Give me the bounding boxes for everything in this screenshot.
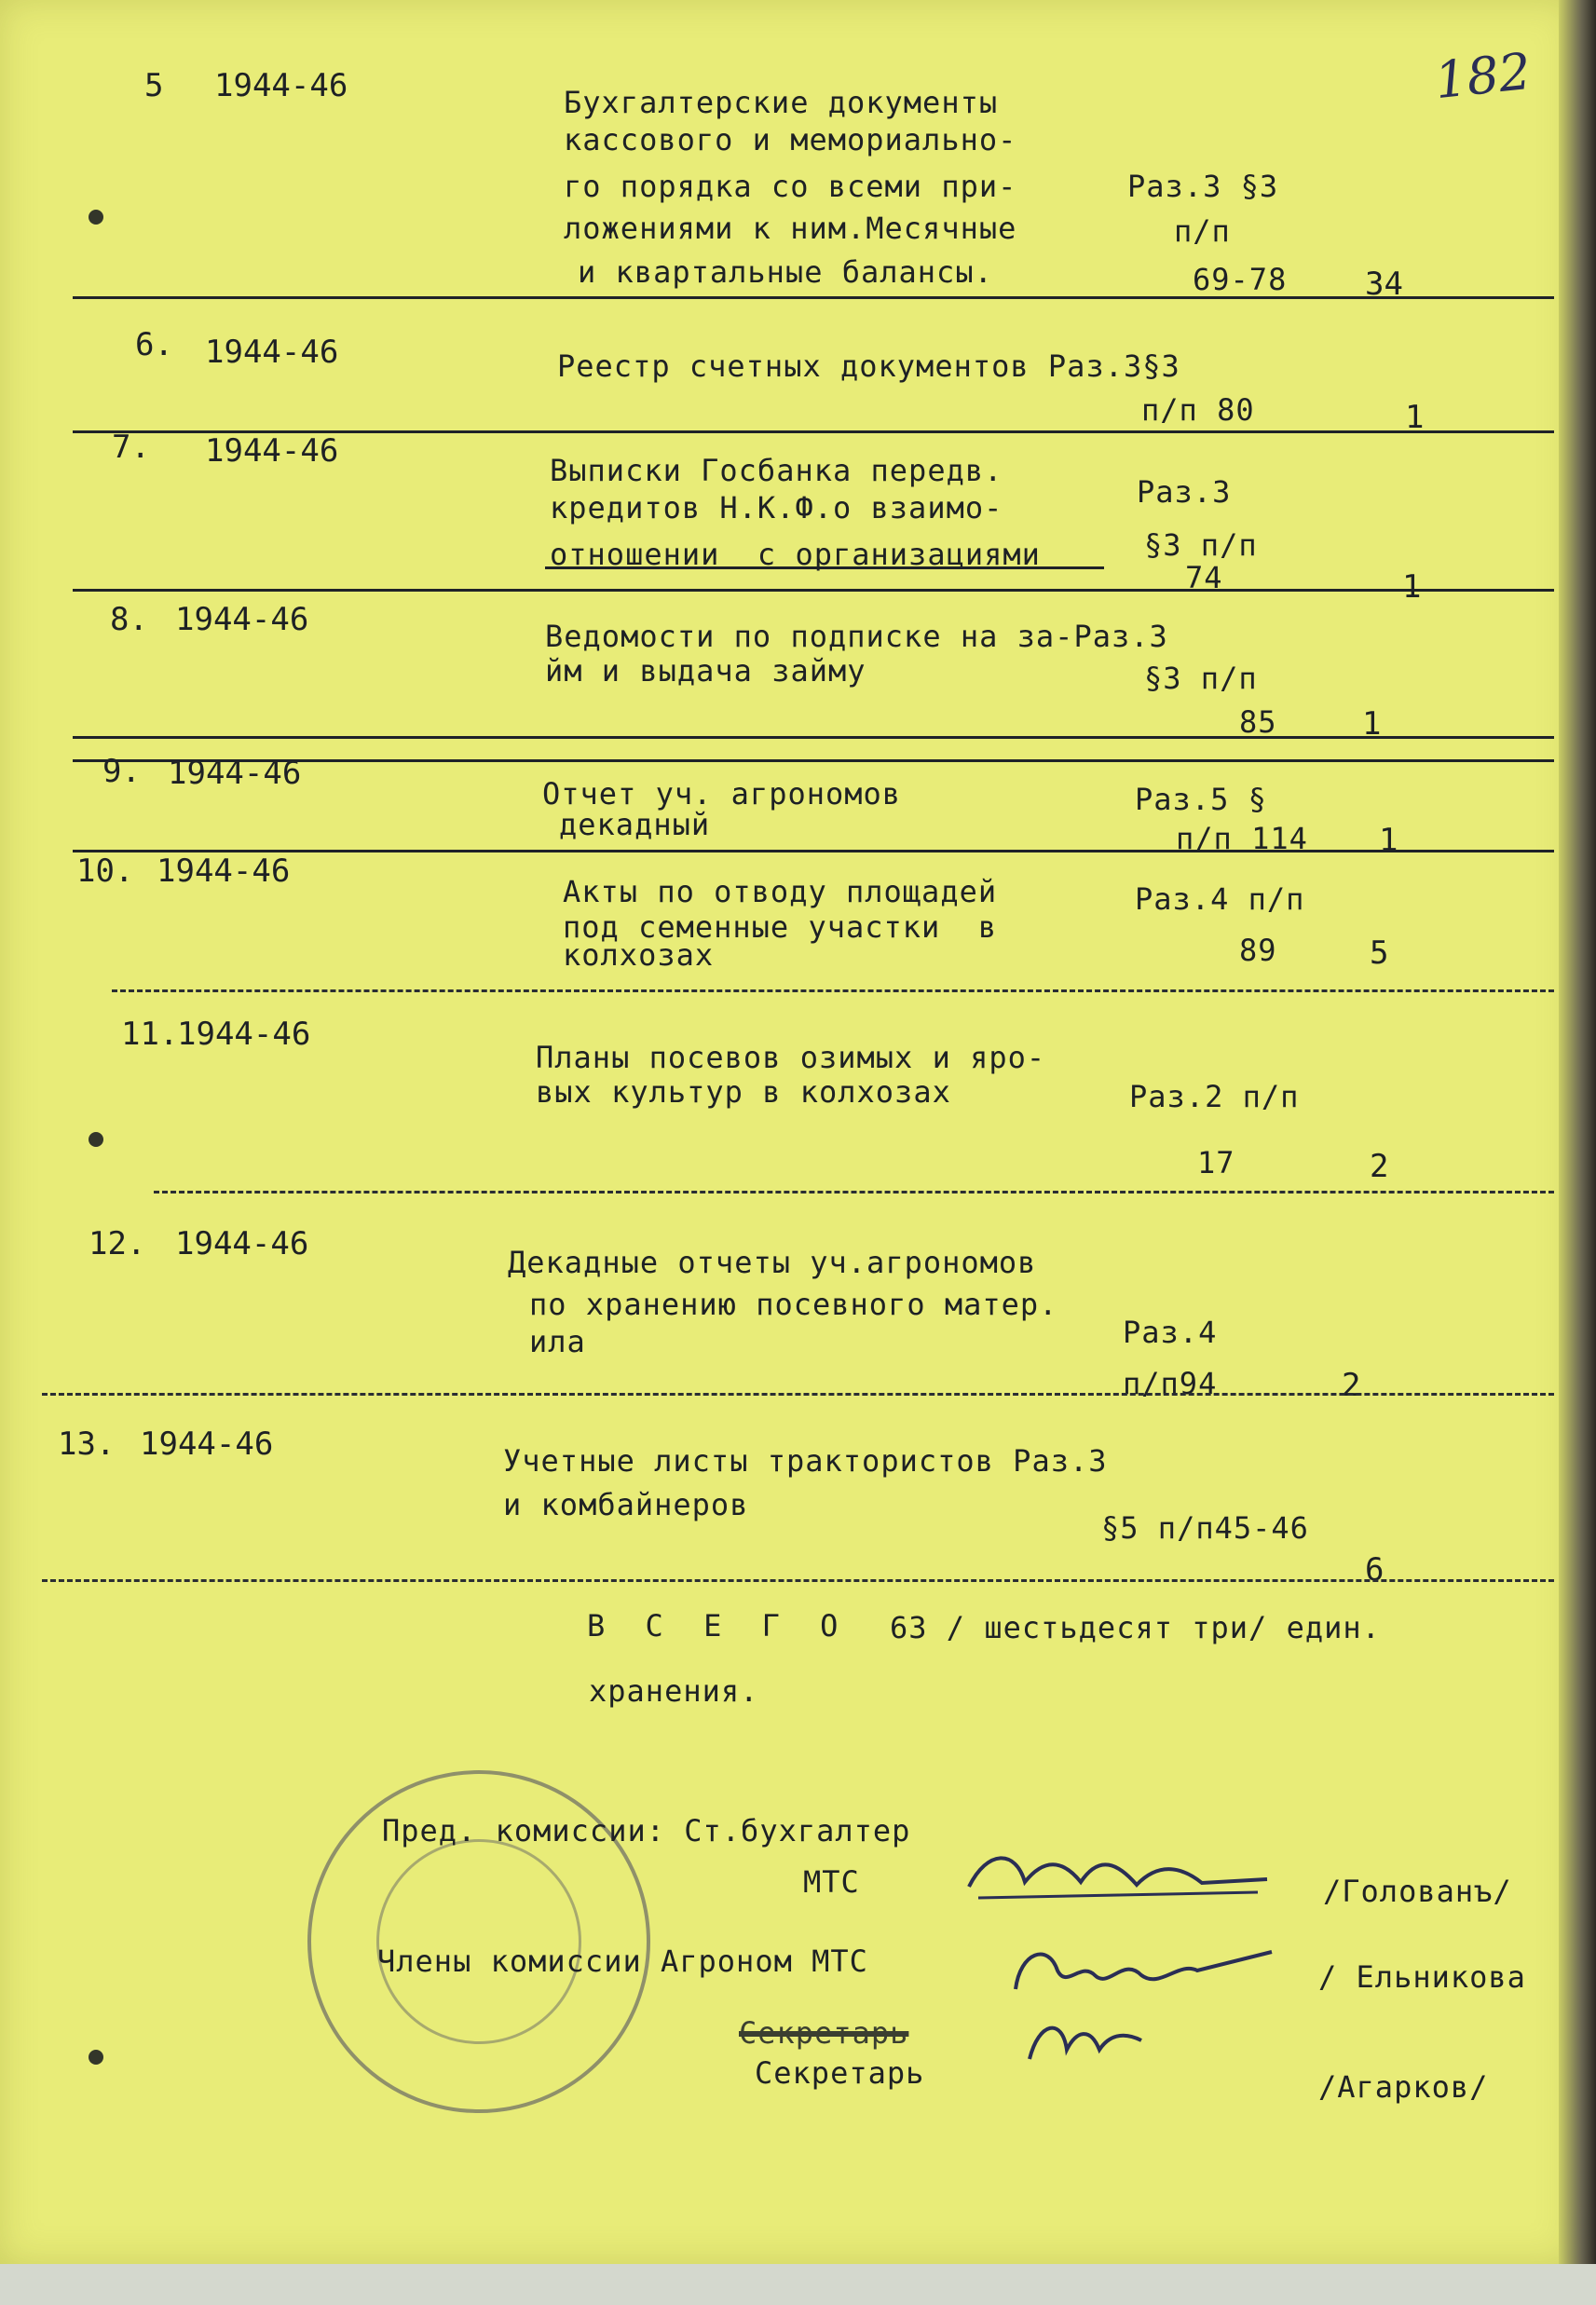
row-title-line: вых культур в колхозах xyxy=(536,1074,951,1110)
row-count: 2 xyxy=(1370,1148,1389,1185)
row-reference: п/п 80 xyxy=(1141,392,1255,428)
row-number: 11. xyxy=(121,1016,179,1053)
row-reference: §3 п/п xyxy=(1144,527,1258,563)
punch-hole xyxy=(89,210,103,225)
row-title-line: ложениями к ним.Месячные xyxy=(564,211,1017,246)
row-reference: п/п xyxy=(1174,213,1231,249)
row-reference: Раз.3 §3 xyxy=(1127,169,1279,204)
row-title-line: Ведомости по подписке на за-Раз.3 xyxy=(545,619,1168,654)
row-count: 6 xyxy=(1365,1551,1385,1589)
members-label: Члены комиссии Агроном МТС xyxy=(377,1944,868,1979)
row-title-line: Отчет уч. агрономов xyxy=(542,776,902,812)
row-title-line: декадный xyxy=(559,807,711,842)
chair-label: Пред. комиссии: Ст.бухгалтер xyxy=(382,1813,911,1848)
punch-hole xyxy=(89,2050,103,2065)
row-title-line: по хранению посевного матер. xyxy=(529,1287,1058,1322)
row-title-line: Бухгалтерские документы xyxy=(564,85,999,120)
row-count: 34 xyxy=(1365,266,1403,303)
row-title-line: под семенные участки в xyxy=(563,909,998,945)
row-count: 5 xyxy=(1370,934,1389,972)
row-years: 1944-46 xyxy=(175,1225,309,1262)
seal-inner-ring xyxy=(376,1839,581,2044)
row-divider xyxy=(73,759,1554,762)
row-reference: §3 п/п xyxy=(1144,661,1258,696)
row-years: 1944-46 xyxy=(205,334,339,371)
row-number: 7. xyxy=(112,429,150,466)
row-number: 8. xyxy=(110,601,148,638)
row-reference: Раз.4 xyxy=(1123,1315,1218,1350)
row-number: 5 xyxy=(144,67,164,104)
row-title-line: Реестр счетных документов Раз.3§3 xyxy=(557,348,1180,384)
row-title-line: Акты по отводу площадей xyxy=(563,874,998,909)
row-divider xyxy=(73,589,1554,592)
row-number: 6. xyxy=(135,326,173,363)
row-divider xyxy=(545,566,1104,569)
row-reference: Раз.4 п/п xyxy=(1135,881,1305,917)
row-years: 1944-46 xyxy=(205,432,339,470)
row-divider xyxy=(73,296,1554,299)
row-reference: §5 п/п45-46 xyxy=(1101,1510,1309,1546)
secretary-strikethrough: Секретарь xyxy=(739,2015,909,2051)
row-reference: п/п94 xyxy=(1123,1366,1218,1401)
row-divider xyxy=(73,736,1554,739)
row-years: 1944-46 xyxy=(168,755,302,792)
row-title-line: го порядка со всеми при- xyxy=(564,169,1017,204)
row-count: 1 xyxy=(1379,822,1398,859)
row-title-line: Декадные отчеты уч.агрономов xyxy=(508,1245,1037,1280)
row-years: 1944-46 xyxy=(140,1425,274,1463)
row-reference: 89 xyxy=(1239,933,1277,968)
total-label: В С Е Г О xyxy=(587,1608,850,1644)
page-edge-shadow xyxy=(1559,0,1596,2305)
row-title-line: отношении с организациями xyxy=(550,537,1041,572)
row-reference: 85 xyxy=(1239,704,1277,740)
row-years: 1944-46 xyxy=(175,601,309,638)
row-divider xyxy=(42,1579,1554,1582)
row-number: 9. xyxy=(102,753,141,790)
row-number: 12. xyxy=(89,1225,146,1262)
row-title-line: ила xyxy=(529,1324,586,1359)
row-title-line: колхозах xyxy=(563,937,715,973)
row-reference: 17 xyxy=(1197,1145,1235,1180)
row-title-line: кассового и мемориально- xyxy=(564,122,1017,157)
row-divider xyxy=(154,1191,1554,1193)
row-title-line: Выписки Госбанка передв. xyxy=(550,453,1003,488)
row-title-line: Учетные листы трактористов Раз.3 xyxy=(503,1443,1108,1479)
chair-name: /Голованъ/ xyxy=(1323,1874,1512,1909)
row-number: 10. xyxy=(76,852,134,890)
chair-org: МТС xyxy=(803,1864,860,1900)
row-divider xyxy=(112,989,1554,992)
row-divider xyxy=(42,1393,1554,1396)
row-years: 1944-46 xyxy=(157,852,291,890)
row-reference: п/п 114 xyxy=(1176,821,1308,856)
page-number-handwritten: 182 xyxy=(1431,41,1535,111)
row-title-line: и квартальные балансы. xyxy=(578,254,993,290)
punch-hole xyxy=(89,1132,103,1147)
row-count: 1 xyxy=(1362,705,1382,743)
chair-signature xyxy=(960,1840,1276,1915)
row-reference: Раз.2 п/п xyxy=(1129,1079,1300,1114)
row-title-line: и комбайнеров xyxy=(503,1487,749,1522)
row-count: 2 xyxy=(1342,1367,1361,1404)
row-count: 1 xyxy=(1405,399,1425,436)
row-years: 1944-46 xyxy=(214,67,348,104)
row-title-line: йм и выдача займу xyxy=(545,653,866,689)
row-reference: 69-78 xyxy=(1193,262,1288,297)
secretary-name: /Агарков/ xyxy=(1318,2069,1489,2105)
member-name: / Ельникова xyxy=(1318,1959,1526,1995)
scan-background-strip xyxy=(0,2264,1596,2305)
row-divider xyxy=(73,850,1554,852)
row-count: 1 xyxy=(1402,568,1422,606)
row-title-line: кредитов Н.К.Ф.о взаимо- xyxy=(550,490,1003,525)
row-title-line: Планы посевов озимых и яро- xyxy=(536,1040,1046,1075)
row-years: 1944-46 xyxy=(177,1016,311,1053)
row-reference: Раз.3 xyxy=(1137,474,1232,510)
row-reference: 74 xyxy=(1185,560,1223,595)
total-text-continued: хранения. xyxy=(589,1673,759,1709)
secretary-label: Секретарь xyxy=(755,2055,925,2091)
row-reference: Раз.5 § xyxy=(1135,782,1267,817)
row-number: 13. xyxy=(58,1425,116,1463)
total-text: 63 / шестьдесят три/ един. xyxy=(890,1610,1381,1645)
secretary-signature xyxy=(1020,2003,1151,2078)
